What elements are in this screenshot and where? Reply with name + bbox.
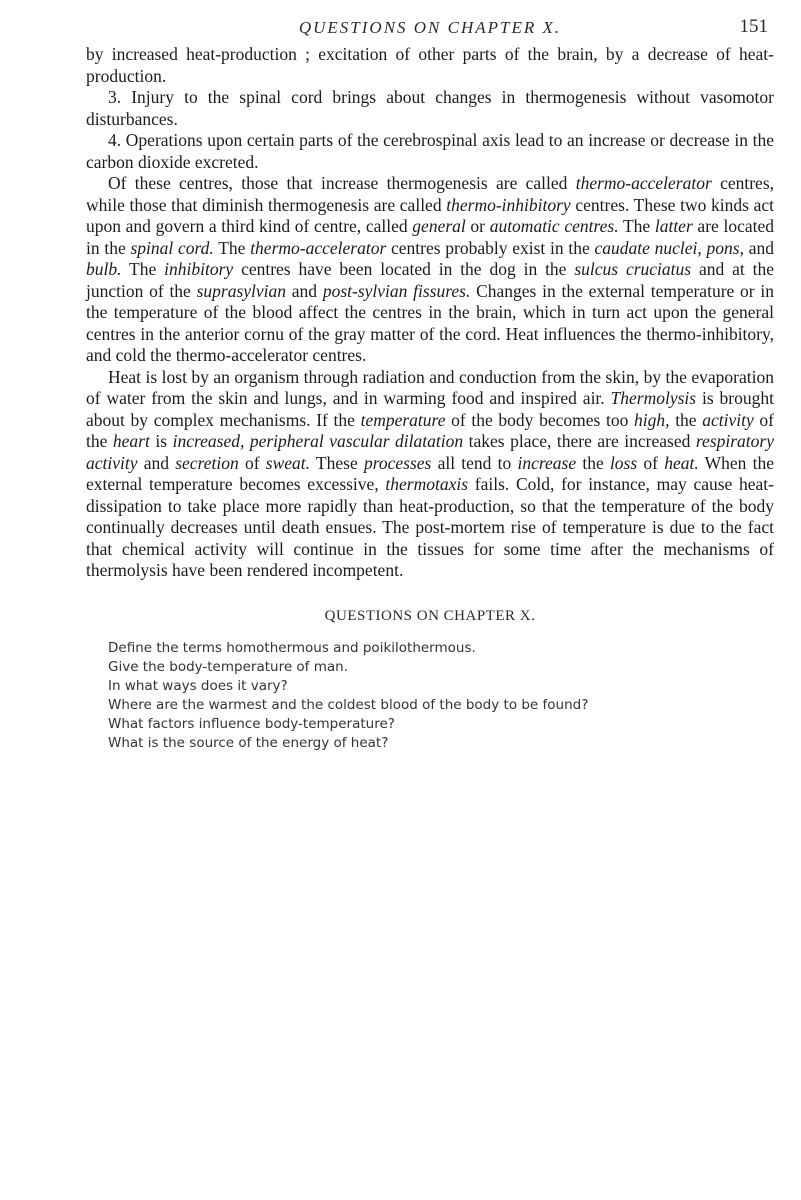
question-item: What is the source of the energy of heat? <box>108 734 389 751</box>
running-title: QUESTIONS ON CHAPTER X. <box>298 18 562 37</box>
question-item: Define the terms homothermous and poikilothermous. <box>108 639 476 656</box>
paragraph-item-4: 4. Operations upon certain parts of the cerebrospinal axis lead to an increase or decrease in the carbon dioxide excreted. <box>86 130 774 172</box>
question-item: In what ways does it vary? <box>108 677 288 694</box>
paragraph-heat-loss: Heat is lost by an organism through radiation and conduction from the skin, by the evaporation of water from the skin and lungs, and in warming food and inspired air. Thermolysis is brought about by complex mechanisms. If the temperature of the body becomes too high, the activity of the heart is increased, peripheral vascular dilatation takes place, there are increased respiratory activity and secretion of sweat. These processes all tend to increase the loss of heat. When the external temperature becomes excessive, thermotaxis fails. Cold, for instance, may cause heat-dissipation to take place more rapidly than heat-production, so that the temperature of the body continually decreases until death ensues. The post-mortem rise of temperature is due to the fact that chemical activity will continue in the tissues for some time after the mechanisms of thermolysis have been rendered incompetent. <box>86 366 775 580</box>
paragraph-centres: Of these centres, those that increase thermogenesis are called thermo-accelerator centres, while those that diminish thermogenesis are called thermo-inhibitory centres. These two kinds act upon and govern a third kind of centre, called general or automatic centres. The latter are located in the spinal cord. The thermo-accelerator centres probably exist in the caudate nuclei, pons, and bulb. The inhibitory centres have been located in the dog in the sulcus cruciatus and at the junction of the suprasylvian and post-sylvian fissures. Changes in the external temperature or in the temperature of the blood affect the centres in the brain, which in turn act upon the general centres in the anterior cornu of the gray matter of the cord. Heat influences the thermo-inhibitory, and cold the thermo-accelerator centres. <box>86 173 775 365</box>
paragraph-continued: by increased heat-production ; excitation of other parts of the brain, by a decrease of heat-production. <box>86 44 774 86</box>
body-text <box>86 44 774 582</box>
question-item: What factors influence body-temperature? <box>108 715 395 732</box>
question-item: Give the body-temperature of man. <box>108 658 348 675</box>
book-page <box>86 10 774 753</box>
running-head <box>86 10 774 44</box>
paragraph-item-3: 3. Injury to the spinal cord brings about changes in thermogenesis without vasomotor disturbances. <box>86 87 774 129</box>
page-number: 151 <box>739 16 768 37</box>
questions-list <box>86 639 774 753</box>
question-item: Where are the warmest and the coldest blood of the body to be found? <box>108 696 589 713</box>
questions-heading: QUESTIONS ON CHAPTER X. <box>324 607 536 624</box>
